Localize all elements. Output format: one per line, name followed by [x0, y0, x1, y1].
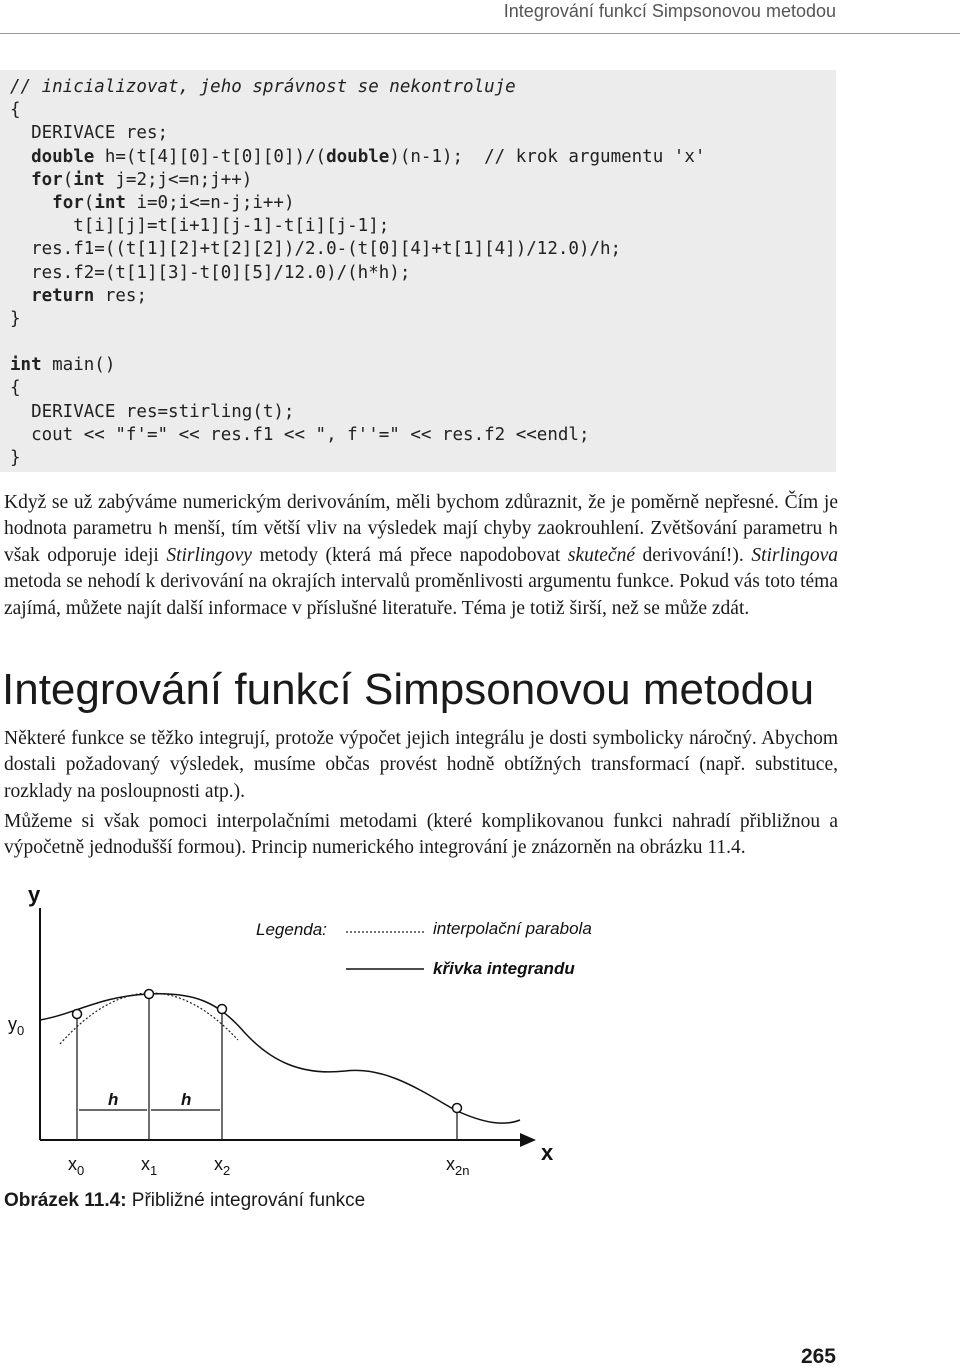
paragraph-derivation-accuracy: [4, 490, 838, 623]
para-emphasis: skutečné: [567, 544, 635, 566]
running-header: Integrování funkcí Simpsonovou metodou: [503, 1, 836, 21]
para-emphasis: Stirlingova: [751, 544, 838, 566]
x2-label: $x_2$: [214, 1154, 231, 1178]
figure-caption: [4, 1190, 365, 1212]
code-line: DERIVACE res=stirling(t);: [10, 401, 295, 422]
code-text: main(): [41, 355, 116, 376]
code-line: res.f2=(t[1][3]-t[0][5]/12.0)/(h*h);: [10, 262, 411, 283]
code-line: [10, 169, 826, 192]
code-line: DERIVACE res;: [10, 123, 169, 144]
node-point: [453, 1104, 462, 1113]
figure-simpson: [0, 868, 620, 1178]
code-line: cout << "f'=" << res.f1 << ", f''=" << res.f2 <<endl;: [10, 424, 590, 445]
header-rule: [0, 33, 960, 34]
para-emphasis: Stirlingovy: [166, 544, 252, 566]
legend-dotted-label: interpolační parabola: [433, 919, 592, 938]
x2n-label: $x_{2n}$: [446, 1154, 470, 1178]
x-axis-label: x: [541, 1140, 554, 1165]
code-line: [10, 192, 826, 215]
para-text: derivování!).: [635, 544, 752, 566]
code-keyword: int: [94, 192, 126, 213]
page-number: 265: [800, 1345, 836, 1368]
para-text: metody (která má přece napodobovat: [251, 544, 568, 566]
code-keyword: int: [10, 355, 42, 376]
para-text: Když se už zabýváme numerickým derivováním, měli bychom zdůraznit, že je poměrně nepřesné. Čím je hodnota parametru: [4, 491, 838, 539]
section-title: Integrování funkcí Simpsonovou metodou: [2, 665, 815, 714]
h-label: h: [108, 1090, 119, 1109]
caption-label: Obrázek 11.4:: [4, 1190, 127, 1211]
h-label: h: [181, 1090, 192, 1109]
code-line: [10, 331, 826, 354]
code-line: }: [10, 448, 21, 468]
para-text: však odporuje ideji: [4, 544, 167, 566]
x-axis-arrow-icon: [520, 1133, 536, 1147]
paragraph-interpolation: Můžeme si však pomoci interpolačními metodami (které komplikovanou funkci nahradí přibližnou a výpočetně jednodušší formou). Princip numerického integrování je znázorněn na obrázku 11.4.: [4, 810, 838, 858]
code-text: (: [62, 169, 74, 190]
caption-text: Přibližné integrování funkce: [126, 1190, 366, 1211]
code-keyword: return: [31, 285, 95, 306]
legend-title: Legenda:: [256, 920, 327, 939]
code-text: i=0;i<=n-j;i++): [125, 192, 295, 213]
y-axis-label: y: [28, 882, 41, 907]
node-point: [218, 1005, 227, 1014]
para-text: metoda se nehodí k derivování na okrajích intervalů proměnlivosti argumentu funkce. Pokud vás toto téma zajímá, můžete najít další informace v příslušné literatuře. Téma je totiž širší, než se může zdát.: [4, 571, 838, 619]
code-line: }: [10, 308, 21, 329]
param-h: h: [828, 519, 838, 538]
code-line: [10, 354, 826, 377]
code-keyword: for: [52, 192, 84, 213]
code-listing: [0, 70, 836, 472]
code-line: [10, 146, 826, 169]
param-h: h: [158, 519, 168, 538]
legend-solid-label: křivka integrandu: [433, 959, 575, 978]
node-point: [73, 1010, 82, 1019]
code-line: res.f1=((t[1][2]+t[2][2])/2.0-(t[0][4]+t[1][4])/12.0)/h;: [10, 239, 622, 260]
code-keyword: double: [326, 146, 390, 167]
code-text: h=(t[4][0]-t[0][0])/(: [94, 146, 327, 167]
code-line: {: [10, 378, 21, 399]
code-text: )(n-1); // krok argumentu 'x': [389, 146, 706, 167]
code-line: // inicializovat, jeho správnost se nekontroluje: [10, 77, 516, 97]
code-keyword: int: [73, 169, 105, 190]
code-text: j=2;j<=n;j++): [104, 169, 253, 190]
paragraph-intro: Některé funkce se těžko integrují, protože výpočet jejich integrálu je dosti symbolicky náročný. Abychom dostali požadovaný výsledek, musíme občas provést hodně obtížných transformací (např. substituce, rozklady na posloupnosti atp.).: [4, 727, 838, 802]
para-text: menší, tím větší vliv na výsledek mají chyby zaokrouhlení. Zvětšování parametru: [167, 518, 829, 539]
code-line: {: [10, 100, 21, 121]
code-keyword: for: [31, 169, 63, 190]
x0-label: $x_0$: [68, 1154, 85, 1178]
node-point: [145, 990, 154, 999]
y0-label: $y_0$: [8, 1014, 25, 1038]
code-text: res;: [94, 285, 147, 306]
code-keyword: double: [31, 146, 95, 167]
code-line: t[i][j]=t[i+1][j-1]-t[i][j-1];: [10, 216, 390, 237]
code-text: (: [83, 192, 95, 213]
x1-label: $x_1$: [141, 1154, 158, 1178]
code-line: [10, 285, 826, 308]
